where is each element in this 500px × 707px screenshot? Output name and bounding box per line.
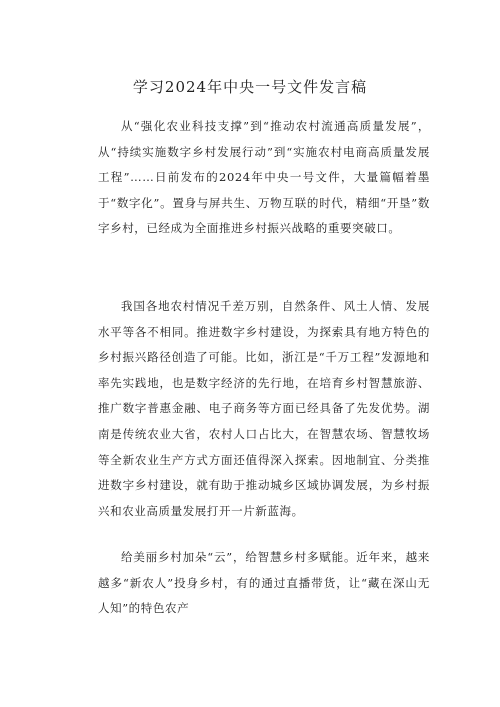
paragraph-2: 我国各地农村情况千差万别，自然条件、风土人情、发展水平等各不相同。推进数字乡村建设，为探索具有地方特色的乡村振兴路径创造了可能。比如，浙江是“千万工程”发源地和率先实践地，也是数字经济的先行地，在培育乡村智慧旅游、推广数字普惠金融、电子商务等方面已经具备了先发优势。湖南是传统农业大省，农村人口占比大，在智慧农场、智慧牧场等全新农业生产方式方面还值得深入探索。因地制宜、分类推进数字乡村建设，就有助于推动城乡区域协调发展，为乡村振兴和农业高质量发展打开一片新蓝海。 (98, 299, 430, 518)
document-title: 学习2024年中央一号文件发言稿 (132, 78, 368, 96)
paragraph-3: 给美丽乡村加朵“云”，给智慧乡村多赋能。近年来，越来越多“新农人”投身乡村，有的通过直播带货，让“藏在深山无人知”的特色农产 (98, 550, 430, 616)
paragraph-1: 从“强化农业科技支撑”到“推动农村流通高质量发展”，从“持续实施数字乡村发展行动”到“实施农村电商高质量发展工程”……日前发布的2024年中央一号文件，大量篇幅着墨于“数字化”。置身与屏共生、万物互联的时代，精细“开垦”数字乡村，已经成为全面推进乡村振兴战略的重要突破口。 (98, 119, 430, 236)
